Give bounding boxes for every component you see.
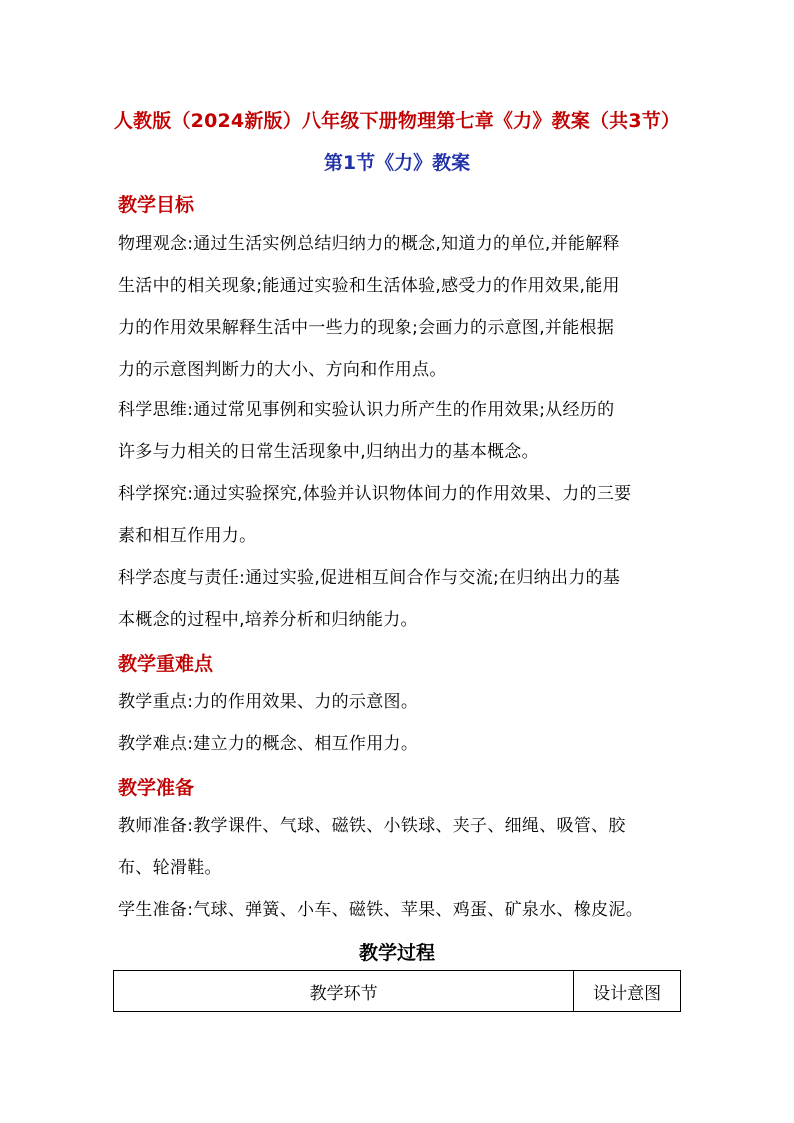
paragraph-line: 教学重点:力的作用效果、力的示意图。 [118, 692, 419, 712]
objective-physics-concept [118, 228, 683, 386]
paragraph-line: 素和相互作用力。 [118, 526, 257, 546]
paragraph-line: 科学思维:通过常见事例和实验认识力所产生的作用效果;从经历的 [118, 400, 615, 420]
paragraph-line: 本概念的过程中,培养分析和归纳能力。 [118, 610, 418, 630]
process-table [113, 970, 681, 1012]
paragraph-line: 布、轮滑鞋。 [118, 858, 222, 878]
document-title: 人教版（2024新版）八年级下册物理第七章《力》教案（共3节） [113, 110, 681, 132]
difficult-point [118, 728, 683, 760]
paragraph-line: 物理观念:通过生活实例总结归纳力的概念,知道力的单位,并能解释 [118, 234, 620, 254]
teacher-preparation [118, 810, 683, 884]
section-title: 第1节《力》教案 [323, 152, 471, 174]
paragraph-line: 科学态度与责任:通过实验,促进相互间合作与交流;在归纳出力的基 [118, 568, 621, 588]
paragraph-line: 生活中的相关现象;能通过实验和生活体验,感受力的作用效果,能用 [118, 276, 620, 296]
objective-scientific-inquiry [118, 478, 683, 552]
column-header-teaching-step: 教学环节 [114, 971, 574, 1012]
paragraph-line: 力的作用效果解释生活中一些力的现象;会画力的示意图,并能根据 [118, 318, 615, 338]
paragraph-line: 科学探究:通过实验探究,体验并认识物体间力的作用效果、力的三要 [118, 484, 632, 504]
process-title: 教学过程 [358, 942, 435, 964]
objectives-heading: 教学目标 [118, 194, 195, 216]
preparation-heading: 教学准备 [118, 777, 195, 799]
paragraph-line: 教师准备:教学课件、气球、磁铁、小铁球、夹子、细绳、吸管、胶 [118, 816, 626, 836]
paragraph-line: 力的示意图判断力的大小、方向和作用点。 [118, 360, 447, 380]
column-header-design-intent: 设计意图 [574, 971, 681, 1012]
objective-scientific-thinking [118, 394, 683, 468]
paragraph-line: 学生准备:气球、弹簧、小车、磁铁、苹果、鸡蛋、矿泉水、橡皮泥。 [118, 900, 644, 920]
student-preparation [118, 894, 683, 926]
table-header-row [114, 971, 681, 1012]
paragraph-line: 教学难点:建立力的概念、相互作用力。 [118, 734, 419, 754]
objective-attitude-responsibility [118, 562, 683, 636]
key-point [118, 686, 683, 718]
paragraph-line: 许多与力相关的日常生活现象中,归纳出力的基本概念。 [118, 442, 539, 462]
key-points-heading: 教学重难点 [118, 653, 214, 675]
